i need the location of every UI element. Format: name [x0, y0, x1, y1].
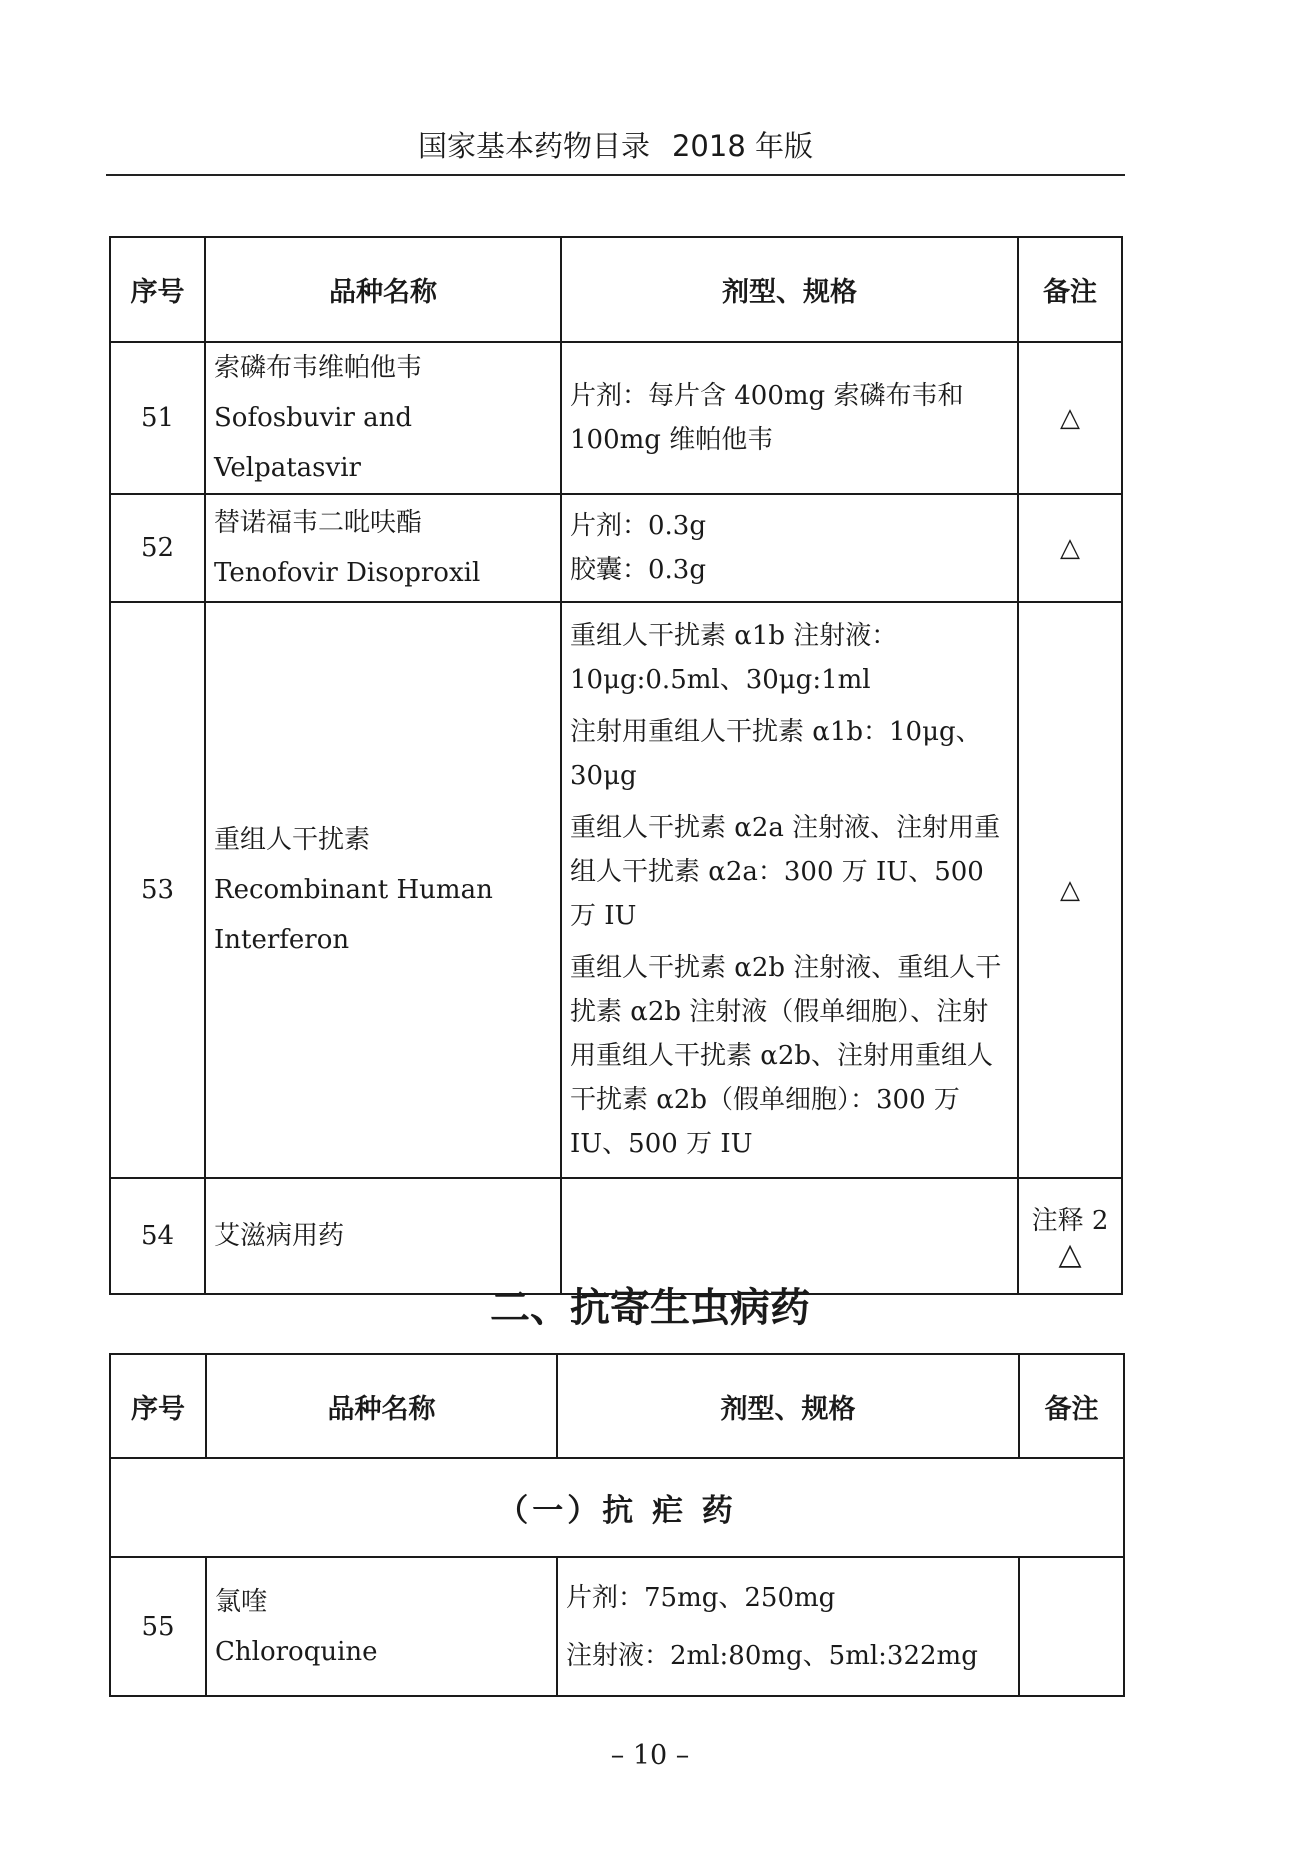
row-note: △: [1018, 494, 1122, 602]
table-row: [110, 1557, 1124, 1696]
row-no: 52: [110, 494, 205, 602]
spec-line: 片剂：0.3g: [570, 511, 706, 541]
col-header-spec: 剂型、规格: [561, 237, 1018, 342]
row-no: 51: [110, 342, 205, 494]
col-header-note: 备注: [1019, 1354, 1124, 1458]
note-text: 注释 2: [1031, 1206, 1109, 1236]
row-name: [205, 342, 561, 494]
row-spec: [557, 1557, 1019, 1696]
col-header-no: 序号: [110, 1354, 206, 1458]
name-cn: 氯喹: [215, 1586, 268, 1617]
col-header-note: 备注: [1018, 237, 1122, 342]
col-header-name: 品种名称: [206, 1354, 557, 1458]
spec-line: 重组人干扰素 α2b 注射液、重组人干扰素 α2b 注射液（假单细胞）、注射用重组人干扰素 α2b、注射用重组人干扰素 α2b（假单细胞）：300 万 IU、500 万 IU: [570, 953, 1002, 1159]
row-spec: [561, 494, 1018, 602]
subheading: （一）抗 疟 药: [110, 1458, 1124, 1557]
name-en: Recombinant Human Interferon: [214, 875, 493, 955]
page-header: [106, 124, 1125, 176]
name-en: Sofosbuvir and Velpatasvir: [214, 403, 413, 483]
drug-table-2: [109, 1353, 1125, 1697]
spec-line: 重组人干扰素 α1b 注射液：10μg:0.5ml、30μg:1ml: [570, 621, 898, 695]
spec-line: 片剂：每片含 400mg 索磷布韦和 100mg 维帕他韦: [570, 381, 964, 455]
row-note: △: [1018, 602, 1122, 1178]
col-header-spec: 剂型、规格: [557, 1354, 1019, 1458]
row-spec: [561, 602, 1018, 1178]
table-header-row: [110, 237, 1122, 342]
spec-line: 胶囊：0.3g: [570, 555, 706, 585]
page-number: – 10 –: [610, 1740, 690, 1771]
section-title: 二、抗寄生虫病药: [490, 1285, 810, 1331]
col-header-no: 序号: [110, 237, 205, 342]
drug-table-1: [109, 236, 1123, 1295]
table-row: [110, 342, 1122, 494]
subheading-row: [110, 1458, 1124, 1557]
row-no: 55: [110, 1557, 206, 1696]
table-row: [110, 494, 1122, 602]
note-mark: △: [1058, 1237, 1082, 1272]
header-title: 国家基本药物目录: [417, 129, 650, 163]
row-note: △: [1018, 342, 1122, 494]
row-name: [205, 602, 561, 1178]
name-en: Tenofovir Disoproxil: [214, 558, 481, 588]
row-name: [206, 1557, 557, 1696]
spec-line: 片剂：75mg、250mg: [566, 1582, 836, 1613]
row-no: 53: [110, 602, 205, 1178]
spec-line: 注射液：2ml:80mg、5ml:322mg: [566, 1640, 978, 1671]
row-no: 54: [110, 1178, 205, 1294]
name-cn: 重组人干扰素: [214, 825, 371, 855]
name-cn: 艾滋病用药: [214, 1221, 345, 1251]
col-header-name: 品种名称: [205, 237, 561, 342]
row-name: [205, 494, 561, 602]
name-en: Chloroquine: [215, 1636, 378, 1667]
table-row: [110, 602, 1122, 1178]
spec-line: 注射用重组人干扰素 α1b：10μg、30μg: [570, 717, 982, 791]
name-cn: 替诺福韦二吡呋酯: [214, 508, 423, 538]
spec-line: 重组人干扰素 α2a 注射液、注射用重组人干扰素 α2a：300 万 IU、500 万 IU: [570, 813, 1001, 931]
row-spec: [561, 342, 1018, 494]
table-header-row: [110, 1354, 1124, 1458]
row-note: [1019, 1557, 1124, 1696]
name-cn: 索磷布韦维帕他韦: [214, 353, 423, 383]
header-edition: 2018 年版: [671, 129, 814, 163]
